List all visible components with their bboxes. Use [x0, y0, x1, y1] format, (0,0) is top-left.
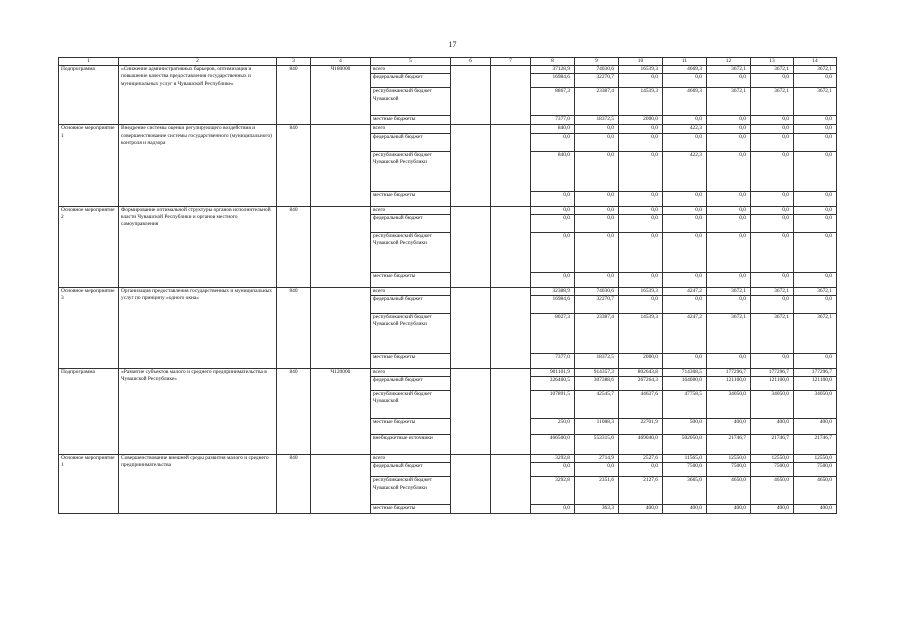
- value-cell: 802643,8: [619, 369, 663, 377]
- value-cell: 0,0: [794, 354, 837, 369]
- empty-cell: [491, 125, 531, 133]
- empty-cell: [451, 463, 491, 477]
- empty-cell: [491, 314, 531, 354]
- row-code: 840: [277, 125, 311, 206]
- value-cell: 4650,0: [794, 477, 837, 505]
- value-cell: 8867,3: [531, 88, 575, 116]
- value-cell: 0,0: [751, 232, 794, 272]
- value-cell: 0,0: [531, 463, 575, 477]
- row-status: Подпрограмма: [59, 369, 119, 455]
- value-cell: 7377,0: [531, 116, 575, 125]
- value-cell: 0,0: [575, 206, 619, 214]
- value-cell: 0,0: [707, 296, 751, 314]
- value-cell: 0,0: [707, 125, 751, 133]
- table-row: [59, 206, 837, 214]
- empty-cell: [491, 455, 531, 463]
- header-cell: 13: [751, 58, 794, 66]
- header-cell: 4: [311, 58, 371, 66]
- value-cell: 0,0: [663, 74, 707, 88]
- value-cell: 500,0: [663, 419, 707, 435]
- value-cell: 16539,3: [619, 66, 663, 74]
- value-cell: 0,0: [707, 272, 751, 287]
- value-cell: 16984,6: [531, 296, 575, 314]
- funding-source: всего: [371, 125, 451, 133]
- empty-cell: [491, 272, 531, 287]
- value-cell: 7500,0: [663, 463, 707, 477]
- funding-source: республиканский бюджет Чувашской Республики: [371, 232, 451, 272]
- value-cell: 0,0: [707, 151, 751, 191]
- row-code: 840: [277, 206, 311, 287]
- value-cell: 74030,6: [575, 66, 619, 74]
- empty-cell: [451, 272, 491, 287]
- value-cell: 32270,7: [575, 74, 619, 88]
- value-cell: 14539,3: [619, 88, 663, 116]
- row-target: [311, 125, 371, 206]
- funding-source: местные бюджеты: [371, 354, 451, 369]
- table-row: [59, 125, 837, 133]
- empty-cell: [491, 206, 531, 214]
- value-cell: 2127,6: [619, 477, 663, 505]
- empty-cell: [491, 88, 531, 116]
- value-cell: 7500,0: [751, 463, 794, 477]
- header-cell: 2: [119, 58, 277, 66]
- value-cell: 4650,0: [707, 477, 751, 505]
- row-name: Совершенствование внешней среды развития малого и среднего предпринимательства: [119, 455, 277, 513]
- value-cell: 0,0: [531, 206, 575, 214]
- value-cell: 2000,0: [619, 354, 663, 369]
- funding-source: всего: [371, 369, 451, 377]
- value-cell: 16539,3: [619, 287, 663, 295]
- value-cell: 840,0: [531, 151, 575, 191]
- value-cell: 4650,0: [751, 477, 794, 505]
- empty-cell: [451, 214, 491, 232]
- value-cell: 0,0: [707, 191, 751, 206]
- value-cell: 400,0: [707, 419, 751, 435]
- value-cell: 326460,5: [531, 377, 575, 391]
- value-cell: 3672,1: [794, 314, 837, 354]
- value-cell: 0,0: [575, 214, 619, 232]
- funding-source: местные бюджеты: [371, 191, 451, 206]
- value-cell: 14539,3: [619, 314, 663, 354]
- value-cell: 553315,0: [575, 435, 619, 455]
- value-cell: 11565,0: [663, 455, 707, 463]
- value-cell: 7500,0: [707, 463, 751, 477]
- value-cell: 0,0: [794, 191, 837, 206]
- value-cell: 177296,7: [751, 369, 794, 377]
- value-cell: 0,0: [663, 354, 707, 369]
- value-cell: 422,3: [663, 125, 707, 133]
- value-cell: 121100,0: [794, 377, 837, 391]
- value-cell: 0,0: [619, 191, 663, 206]
- empty-cell: [451, 206, 491, 214]
- table-body: [59, 58, 837, 514]
- value-cell: 18372,5: [575, 354, 619, 369]
- value-cell: 0,0: [751, 191, 794, 206]
- value-cell: 12550,0: [794, 455, 837, 463]
- header-cell: 12: [707, 58, 751, 66]
- value-cell: 121100,0: [707, 377, 751, 391]
- value-cell: 0,0: [751, 151, 794, 191]
- funding-source: федеральный бюджет: [371, 463, 451, 477]
- value-cell: 11088,3: [575, 419, 619, 435]
- value-cell: 422,3: [663, 151, 707, 191]
- value-cell: 34050,0: [794, 391, 837, 419]
- empty-cell: [491, 74, 531, 88]
- value-cell: 0,0: [619, 296, 663, 314]
- value-cell: 267264,3: [619, 377, 663, 391]
- row-status: Основное мероприятие 2: [59, 206, 119, 287]
- funding-source: местные бюджеты: [371, 272, 451, 287]
- empty-cell: [451, 287, 491, 295]
- empty-cell: [451, 369, 491, 377]
- row-status: Подпрограмма: [59, 66, 119, 125]
- value-cell: 42545,7: [575, 391, 619, 419]
- row-name: Формирование оптимальной структуры органов исполнительной власти Чувашской Республики и органов местного самоуправления: [119, 206, 277, 287]
- funding-source: республиканский бюджет Чувашской: [371, 391, 451, 419]
- header-row: [59, 58, 837, 66]
- header-cell: 7: [491, 58, 531, 66]
- empty-cell: [451, 455, 491, 463]
- value-cell: 0,0: [663, 133, 707, 151]
- value-cell: 37128,9: [531, 66, 575, 74]
- value-cell: 0,0: [707, 232, 751, 272]
- table-row: [59, 287, 837, 295]
- empty-cell: [451, 314, 491, 354]
- empty-cell: [491, 354, 531, 369]
- value-cell: 0,0: [707, 214, 751, 232]
- value-cell: 21746,7: [707, 435, 751, 455]
- value-cell: 0,0: [619, 463, 663, 477]
- value-cell: 714308,5: [663, 369, 707, 377]
- value-cell: 400,0: [707, 505, 751, 513]
- value-cell: 0,0: [794, 74, 837, 88]
- funding-source: федеральный бюджет: [371, 214, 451, 232]
- value-cell: 8027,3: [531, 314, 575, 354]
- value-cell: 0,0: [531, 272, 575, 287]
- header-cell: 6: [451, 58, 491, 66]
- value-cell: 3672,1: [707, 66, 751, 74]
- empty-cell: [451, 419, 491, 435]
- value-cell: 4669,3: [663, 88, 707, 116]
- value-cell: 3672,1: [751, 287, 794, 295]
- value-cell: 47758,5: [663, 391, 707, 419]
- value-cell: 0,0: [619, 151, 663, 191]
- value-cell: 0,0: [663, 116, 707, 125]
- empty-cell: [491, 133, 531, 151]
- value-cell: 16984,6: [531, 74, 575, 88]
- value-cell: 0,0: [531, 191, 575, 206]
- row-name: Внедрение системы оценки регулирующего воздействия и совершенствование системы государственного (муниципального) контроля и надзора: [119, 125, 277, 206]
- empty-cell: [451, 88, 491, 116]
- value-cell: 469040,0: [619, 435, 663, 455]
- value-cell: 21746,7: [794, 435, 837, 455]
- value-cell: 4669,3: [663, 66, 707, 74]
- value-cell: 3672,1: [707, 314, 751, 354]
- value-cell: 914357,3: [575, 369, 619, 377]
- empty-cell: [491, 419, 531, 435]
- funding-source: республиканский бюджет Чувашской Республики: [371, 151, 451, 191]
- value-cell: 0,0: [619, 272, 663, 287]
- value-cell: 0,0: [794, 272, 837, 287]
- empty-cell: [491, 435, 531, 455]
- value-cell: 12550,0: [751, 455, 794, 463]
- value-cell: 3672,1: [751, 314, 794, 354]
- header-cell: 11: [663, 58, 707, 66]
- table-row: [59, 66, 837, 74]
- value-cell: 4247,2: [663, 287, 707, 295]
- value-cell: 164000,0: [663, 377, 707, 391]
- table-row: [59, 369, 837, 377]
- value-cell: 0,0: [575, 133, 619, 151]
- value-cell: 400,0: [751, 419, 794, 435]
- empty-cell: [451, 477, 491, 505]
- value-cell: 400,0: [794, 419, 837, 435]
- empty-cell: [451, 435, 491, 455]
- value-cell: 0,0: [751, 206, 794, 214]
- value-cell: 0,0: [707, 116, 751, 125]
- value-cell: 0,0: [751, 214, 794, 232]
- value-cell: 3292,8: [531, 455, 575, 463]
- value-cell: 0,0: [751, 74, 794, 88]
- value-cell: 0,0: [707, 74, 751, 88]
- funding-source: всего: [371, 287, 451, 295]
- value-cell: 23387,4: [575, 314, 619, 354]
- value-cell: 0,0: [794, 296, 837, 314]
- row-code: 840: [277, 369, 311, 455]
- value-cell: 74030,6: [575, 287, 619, 295]
- value-cell: 32388,9: [531, 287, 575, 295]
- value-cell: 2714,9: [575, 455, 619, 463]
- value-cell: 0,0: [663, 191, 707, 206]
- funding-source: местные бюджеты: [371, 116, 451, 125]
- header-cell: 1: [59, 58, 119, 66]
- funding-source: федеральный бюджет: [371, 74, 451, 88]
- value-cell: 107891,5: [531, 391, 575, 419]
- value-cell: 0,0: [794, 232, 837, 272]
- funding-source: внебюджетные источники: [371, 435, 451, 455]
- funding-source: республиканский бюджет Чувашской Республики: [371, 477, 451, 505]
- value-cell: 307388,6: [575, 377, 619, 391]
- empty-cell: [451, 505, 491, 513]
- value-cell: 0,0: [751, 296, 794, 314]
- funding-source: местные бюджеты: [371, 419, 451, 435]
- value-cell: 0,0: [794, 133, 837, 151]
- value-cell: 0,0: [707, 354, 751, 369]
- funding-source: федеральный бюджет: [371, 377, 451, 391]
- row-target: Ч180000: [311, 66, 371, 125]
- value-cell: 34050,0: [707, 391, 751, 419]
- value-cell: 2351,6: [575, 477, 619, 505]
- empty-cell: [491, 377, 531, 391]
- funding-source: республиканский бюджет Чувашской Республики: [371, 314, 451, 354]
- value-cell: 32270,7: [575, 296, 619, 314]
- value-cell: 0,0: [575, 125, 619, 133]
- value-cell: 44637,6: [619, 391, 663, 419]
- row-name: «Снижение административных барьеров, оптимизация и повышение качества предоставления государственных и муниципальных услуг в Чувашской Республике»: [119, 66, 277, 125]
- value-cell: 0,0: [794, 206, 837, 214]
- empty-cell: [491, 116, 531, 125]
- value-cell: 0,0: [575, 232, 619, 272]
- value-cell: 0,0: [751, 116, 794, 125]
- header-cell: 9: [575, 58, 619, 66]
- value-cell: 18372,5: [575, 116, 619, 125]
- value-cell: 400,0: [751, 505, 794, 513]
- value-cell: 22701,9: [619, 419, 663, 435]
- header-cell: 5: [371, 58, 451, 66]
- value-cell: 0,0: [663, 296, 707, 314]
- row-status: Основное мероприятие 3: [59, 287, 119, 368]
- row-status: Основное мероприятие 1: [59, 125, 119, 206]
- value-cell: 0,0: [794, 214, 837, 232]
- value-cell: 3672,1: [707, 88, 751, 116]
- empty-cell: [491, 151, 531, 191]
- value-cell: 0,0: [663, 232, 707, 272]
- value-cell: 7377,0: [531, 354, 575, 369]
- empty-cell: [491, 66, 531, 74]
- value-cell: 3672,1: [794, 88, 837, 116]
- funding-source: республиканский бюджет Чувашской: [371, 88, 451, 116]
- value-cell: 0,0: [707, 133, 751, 151]
- empty-cell: [491, 391, 531, 419]
- empty-cell: [451, 133, 491, 151]
- empty-cell: [451, 232, 491, 272]
- empty-cell: [451, 354, 491, 369]
- empty-cell: [451, 74, 491, 88]
- header-cell: 10: [619, 58, 663, 66]
- value-cell: 400,0: [794, 505, 837, 513]
- funding-source: федеральный бюджет: [371, 133, 451, 151]
- empty-cell: [491, 287, 531, 295]
- value-cell: 0,0: [619, 125, 663, 133]
- funding-source: федеральный бюджет: [371, 296, 451, 314]
- value-cell: 0,0: [751, 354, 794, 369]
- empty-cell: [491, 477, 531, 505]
- value-cell: 502050,0: [663, 435, 707, 455]
- empty-cell: [451, 391, 491, 419]
- empty-cell: [491, 369, 531, 377]
- value-cell: 840,0: [531, 125, 575, 133]
- value-cell: 3672,1: [707, 287, 751, 295]
- value-cell: 0,0: [531, 232, 575, 272]
- value-cell: 0,0: [751, 125, 794, 133]
- value-cell: 0,0: [707, 206, 751, 214]
- value-cell: 2000,0: [619, 116, 663, 125]
- row-target: Ч120000: [311, 369, 371, 455]
- value-cell: 0,0: [531, 214, 575, 232]
- value-cell: 23387,4: [575, 88, 619, 116]
- value-cell: 3292,8: [531, 477, 575, 505]
- value-cell: 0,0: [575, 272, 619, 287]
- row-code: 840: [277, 66, 311, 125]
- value-cell: 34050,0: [751, 391, 794, 419]
- value-cell: 0,0: [575, 151, 619, 191]
- value-cell: 2527,6: [619, 455, 663, 463]
- value-cell: 400,0: [619, 505, 663, 513]
- value-cell: 0,0: [619, 214, 663, 232]
- empty-cell: [491, 191, 531, 206]
- header-cell: 3: [277, 58, 311, 66]
- value-cell: 0,0: [619, 133, 663, 151]
- value-cell: 4247,2: [663, 314, 707, 354]
- row-name: Организация предоставления государственных и муниципальных услуг по принципу «одного окна»: [119, 287, 277, 368]
- value-cell: 0,0: [794, 116, 837, 125]
- table-row: [59, 455, 837, 463]
- row-name: «Развитие субъектов малого и среднего предпринимательства в Чувашской Республике»: [119, 369, 277, 455]
- empty-cell: [451, 191, 491, 206]
- value-cell: 466500,0: [531, 435, 575, 455]
- value-cell: 400,0: [663, 505, 707, 513]
- empty-cell: [491, 463, 531, 477]
- header-cell: 8: [531, 58, 575, 66]
- empty-cell: [491, 232, 531, 272]
- value-cell: 3672,1: [751, 88, 794, 116]
- value-cell: 177296,7: [707, 369, 751, 377]
- budget-table: [58, 57, 837, 514]
- empty-cell: [451, 296, 491, 314]
- row-code: 840: [277, 287, 311, 368]
- value-cell: 0,0: [663, 214, 707, 232]
- value-cell: 3665,0: [663, 477, 707, 505]
- header-cell: 14: [794, 58, 837, 66]
- row-code: 840: [277, 455, 311, 513]
- value-cell: 0,0: [619, 232, 663, 272]
- funding-source: всего: [371, 455, 451, 463]
- funding-source: всего: [371, 66, 451, 74]
- value-cell: 121100,0: [751, 377, 794, 391]
- empty-cell: [491, 296, 531, 314]
- value-cell: 901101,9: [531, 369, 575, 377]
- value-cell: 0,0: [575, 191, 619, 206]
- value-cell: 7500,0: [794, 463, 837, 477]
- value-cell: 0,0: [751, 133, 794, 151]
- value-cell: 0,0: [531, 505, 575, 513]
- value-cell: 363,3: [575, 505, 619, 513]
- empty-cell: [451, 116, 491, 125]
- value-cell: 0,0: [794, 151, 837, 191]
- value-cell: 177296,7: [794, 369, 837, 377]
- empty-cell: [491, 505, 531, 513]
- value-cell: 0,0: [531, 133, 575, 151]
- value-cell: 3672,1: [751, 66, 794, 74]
- value-cell: 250,0: [531, 419, 575, 435]
- value-cell: 3672,1: [794, 287, 837, 295]
- value-cell: 21746,7: [751, 435, 794, 455]
- value-cell: 0,0: [663, 272, 707, 287]
- empty-cell: [451, 151, 491, 191]
- value-cell: 0,0: [751, 272, 794, 287]
- empty-cell: [451, 377, 491, 391]
- empty-cell: [491, 214, 531, 232]
- row-target: [311, 206, 371, 287]
- value-cell: 0,0: [663, 206, 707, 214]
- funding-source: местные бюджеты: [371, 505, 451, 513]
- empty-cell: [451, 66, 491, 74]
- value-cell: 0,0: [619, 74, 663, 88]
- page-number: 17: [448, 40, 457, 49]
- value-cell: 12550,0: [707, 455, 751, 463]
- row-target: [311, 287, 371, 368]
- value-cell: 0,0: [575, 463, 619, 477]
- row-status: Основное мероприятие 1: [59, 455, 119, 513]
- empty-cell: [451, 125, 491, 133]
- value-cell: 3672,1: [794, 66, 837, 74]
- value-cell: 0,0: [794, 125, 837, 133]
- value-cell: 0,0: [619, 206, 663, 214]
- row-target: [311, 455, 371, 513]
- funding-source: всего: [371, 206, 451, 214]
